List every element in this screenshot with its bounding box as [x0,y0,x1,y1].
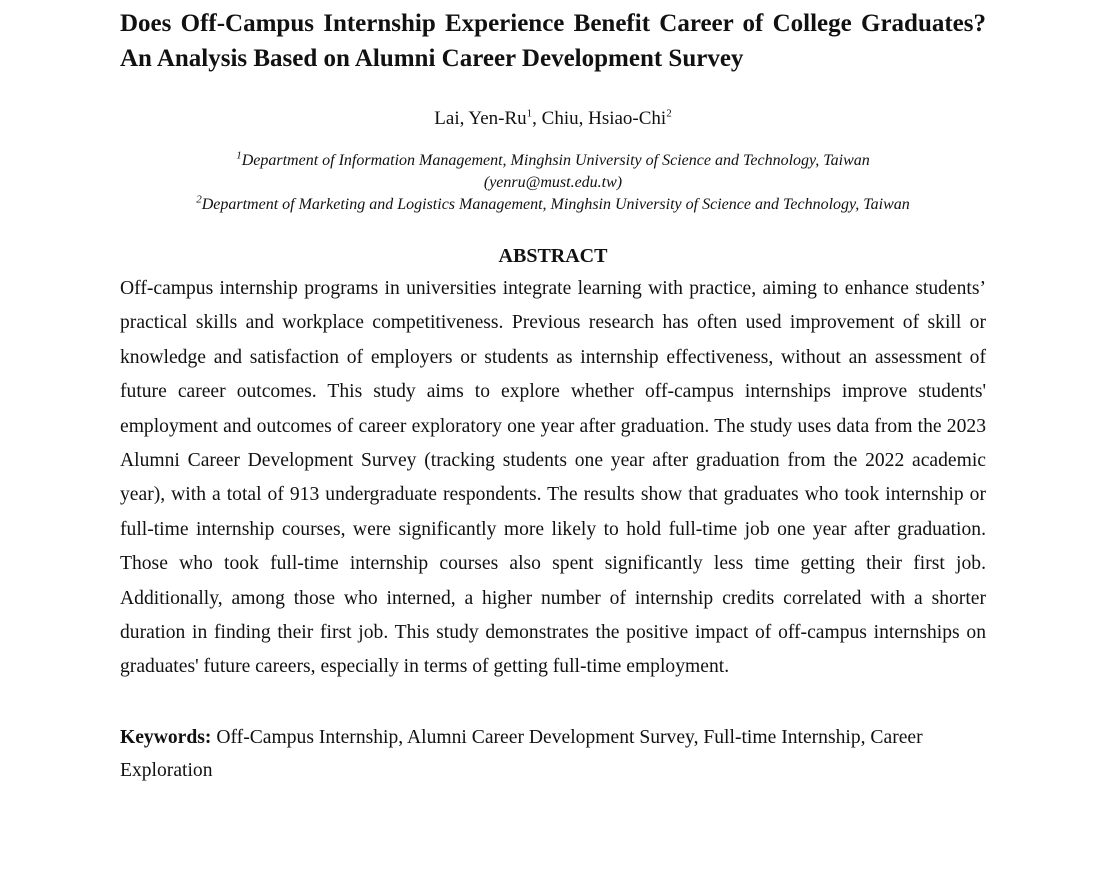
keywords-label: Keywords: [120,726,212,748]
affiliation-mark: 2 [196,193,202,206]
affiliation-1 [120,150,986,172]
author-separator: , [532,108,542,129]
affiliation-text: Department of Information Management, Minghsin University of Science and Technology, Taiwan [241,152,870,169]
abstract-heading: ABSTRACT [498,245,608,267]
author-list [120,107,986,131]
affiliation-2 [120,194,986,216]
author-name: Lai, Yen-Ru [434,108,527,129]
affiliation-mark: 1 [236,149,242,162]
affiliation-text: Department of Marketing and Logistics Management, Minghsin University of Science and Technology, Taiwan [201,196,910,213]
author-affiliation-mark: 2 [666,107,672,120]
author-name: Chiu, Hsiao-Chi [541,108,667,129]
abstract-body: Off-campus internship programs in universities integrate learning with practice, aiming to enhance students’ practical skills and workplace competitiveness. Previous research has often used improvement of skill or knowledge and satisfaction of employers or students as internship effectiveness, without an assessment of future career outcomes. This study aims to explore whether off-campus internships improve students' employment and outcomes of career exploratory one year after graduation. The study uses data from the 2023 Alumni Career Development Survey (tracking students one year after graduation from the 2022 academic year), with a total of 913 undergraduate respondents. The results show that graduates who took internship or full-time internship courses, were significantly more likely to hold full-time job one year after graduation. Those who took full-time internship courses also spent significantly less time getting their first job. Additionally, among those who interned, a higher number of internship credits correlated with a shorter duration in finding their first job. This study demonstrates the positive impact of off-campus internships on graduates' future careers, especially in terms of getting full-time employment. [120,278,986,678]
paper-page [120,0,986,787]
affiliations [120,150,986,216]
author-affiliation-mark: 1 [526,107,533,120]
paper-title: Does Off-Campus Internship Experience Benefit Career of College Graduates? An Analysis Based on Alumni Career Development Survey [120,10,986,72]
keywords [120,721,986,787]
keywords-text: Off-Campus Internship, Alumni Career Development Survey, Full-time Internship, Career Exploration [120,726,923,781]
author-email: (yenru@must.edu.tw) [483,174,623,191]
